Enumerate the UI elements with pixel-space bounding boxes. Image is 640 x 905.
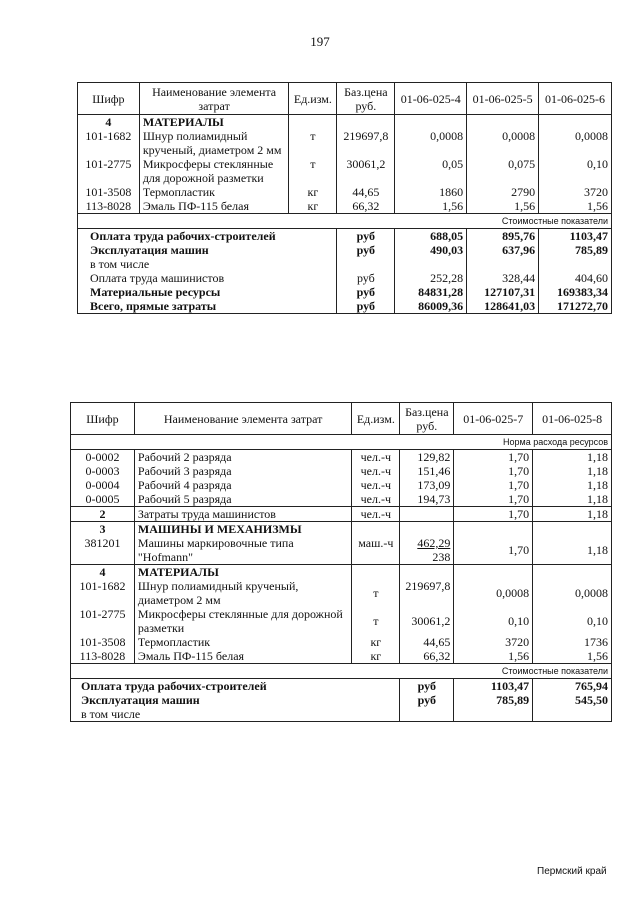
col-header: Шифр <box>71 403 135 435</box>
table-row: 2 Затраты труда машинистов чел.-ч 1,70 1,18 <box>71 507 612 522</box>
col-header: Наименование элемента затрат <box>134 403 351 435</box>
col-header: Ед.изм. <box>289 83 337 115</box>
cost-label-row: Стоимостные показатели <box>71 664 612 679</box>
cost-row: в том числе <box>78 257 612 271</box>
col-header: 01-06-025-8 <box>533 403 612 435</box>
table-row: 0-0003 Рабочий 3 разряда чел.-ч 151,46 1,70 1,18 <box>71 464 612 478</box>
table-1 <box>77 82 612 314</box>
table-row: 101-1682 Шнур полиамидный крученый, диаметром 2 мм т 219697,8 0,0008 0,0008 0,0008 <box>78 129 612 157</box>
col-header: Ед.изм. <box>352 403 400 435</box>
table-2-header <box>71 403 612 435</box>
col-header: Наименование элемента затрат <box>139 83 289 115</box>
table-row: 101-1682 Шнур полиамидный крученый, диаметром 2 мм т 219697,8 0,0008 0,0008 <box>71 579 612 607</box>
col-header: Баз.цена руб. <box>337 83 395 115</box>
table-2 <box>70 402 612 722</box>
col-header: Баз.цена руб. <box>400 403 454 435</box>
table-row: 113-8028 Эмаль ПФ-115 белая кг 66,32 1,56 1,56 <box>71 649 612 664</box>
table-row: 101-2775 Микросферы стеклянные для дорожной разметки т 30061,2 0,05 0,075 0,10 <box>78 157 612 185</box>
section-title: МАТЕРИАЛЫ <box>139 115 289 130</box>
cost-row: Оплата труда рабочих-строителей руб 1103,47 765,94 <box>71 679 612 694</box>
col-header: 01-06-025-5 <box>467 83 539 115</box>
cost-row: Эксплуатация машин руб 490,03 637,96 785,89 <box>78 243 612 257</box>
section-row: 4 МАТЕРИАЛЫ <box>71 565 612 580</box>
table-row: 0-0002 Рабочий 2 разряда чел.-ч 129,82 1,70 1,18 <box>71 450 612 465</box>
table-row: 0-0004 Рабочий 4 разряда чел.-ч 173,09 1,70 1,18 <box>71 478 612 492</box>
cost-row: Материальные ресурсы руб 84831,28 127107,31 169383,34 <box>78 285 612 299</box>
cost-row: в том числе <box>71 707 612 722</box>
table-row: 0-0005 Рабочий 5 разряда чел.-ч 194,73 1,70 1,18 <box>71 492 612 507</box>
section-code: 4 <box>78 115 140 130</box>
table-row: 113-8028 Эмаль ПФ-115 белая кг 66,32 1,56 1,56 1,56 <box>78 199 612 214</box>
cost-row: Всего, прямые затраты руб 86009,36 128641,03 171272,70 <box>78 299 612 314</box>
section-row <box>78 115 612 130</box>
section-row: 3 МАШИНЫ И МЕХАНИЗМЫ <box>71 522 612 537</box>
table-row: 101-3508 Термопластик кг 44,65 1860 2790 3720 <box>78 185 612 199</box>
col-header: 01-06-025-4 <box>395 83 467 115</box>
cost-row: Эксплуатация машин руб 785,89 545,50 <box>71 693 612 707</box>
col-header: Шифр <box>78 83 140 115</box>
table-row: 101-2775 Микросферы стеклянные для дорожной разметки т 30061,2 0,10 0,10 <box>71 607 612 635</box>
footer-region: Пермский край <box>537 866 607 877</box>
col-header: 01-06-025-6 <box>539 83 612 115</box>
cost-label-row: Стоимостные показатели <box>78 214 612 229</box>
norm-label-row: Норма расхода ресурсов <box>71 435 612 450</box>
cost-row: Оплата труда машинистов руб 252,28 328,44 404,60 <box>78 271 612 285</box>
table-row: 101-3508 Термопластик кг 44,65 3720 1736 <box>71 635 612 649</box>
col-header: 01-06-025-7 <box>454 403 533 435</box>
cost-row: Оплата труда рабочих-строителей руб 688,05 895,76 1103,47 <box>78 229 612 244</box>
table-1-header <box>78 83 612 115</box>
page-number: 197 <box>310 34 330 49</box>
table-row: 381201 Машины маркировочные типа "Hofmann" маш.-ч 462,29 238 1,70 1,18 <box>71 536 612 565</box>
